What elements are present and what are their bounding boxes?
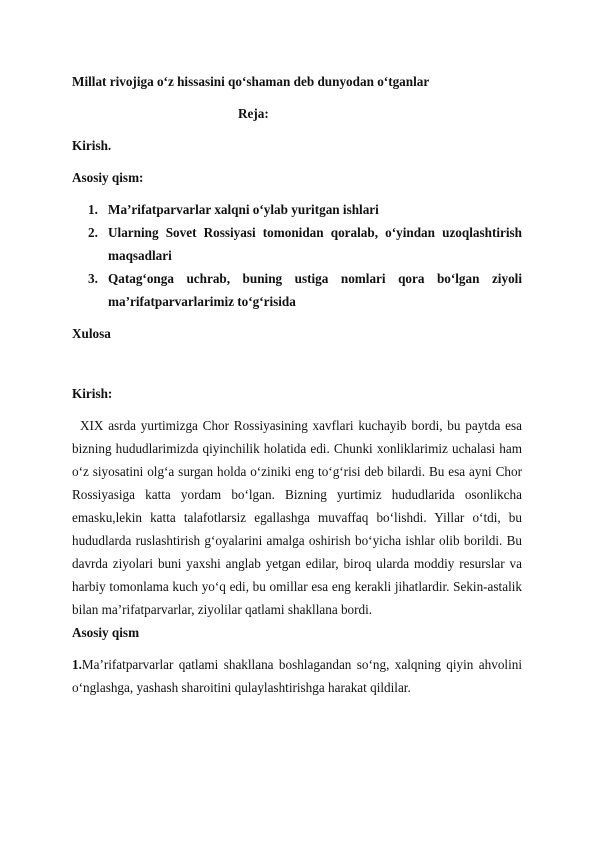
spacer bbox=[72, 354, 522, 382]
plan-heading: Reja: bbox=[238, 106, 269, 121]
document-title: Millat rivojiga o‘z hissasini qo‘shaman deb dunyodan o‘tganlar bbox=[72, 74, 430, 89]
outline-item-number: 1. bbox=[88, 202, 98, 217]
outline-item-text: Ma’rifatparvarlar xalqni o‘ylab yuritgan ishlari bbox=[108, 202, 379, 217]
outline-intro: Kirish. bbox=[72, 138, 112, 153]
outline-item-2 bbox=[72, 221, 522, 267]
outline-item-text: Ularning Sovet Rossiyasi tomonidan qoralab, o‘yindan uzoqlashtirish maqsadlari bbox=[108, 225, 522, 263]
outline-item-number: 2. bbox=[88, 225, 98, 240]
main-heading: Asosiy qism bbox=[72, 625, 140, 640]
outline-item-number: 3. bbox=[88, 271, 98, 286]
main-paragraph-number: 1. bbox=[72, 657, 82, 672]
main-paragraph bbox=[72, 653, 522, 699]
outline-item-1 bbox=[72, 198, 522, 221]
outline-item-text: Qatag‘onga uchrab, buning ustiga nomlari qora bo‘lgan ziyoli ma’rifatparvarlarimiz to‘g‘risida bbox=[108, 271, 522, 309]
outline-item-3 bbox=[72, 267, 522, 313]
main-paragraph-text: Ma’rifatparvarlar qatlami shakllana boshlagandan so‘ng, xalqning qiyin ahvolini o‘nglashga, yashash sharoitini qulaylashtirishga harakat qildilar. bbox=[72, 657, 522, 695]
document-page bbox=[72, 70, 522, 699]
intro-heading: Kirish: bbox=[72, 386, 113, 401]
outline-main: Asosiy qism: bbox=[72, 170, 144, 185]
intro-paragraph: XIX asrda yurtimizga Chor Rossiyasining xavflari kuchayib bordi, bu paytda esa bizning hududlarimizda qiyinchilik holatida edi. Chunki xonliklarimiz uchalasi ham o‘z siyosatini olg‘a surgan holda o‘ziniki eng to‘g‘risi deb bilardi. Bu esa ayni Chor Rossiyasiga katta yordam bo‘lgan. Bizning yurtimiz hududlarida osonlikcha emasku,lekin katta talafotlarsiz egallashga muvaffaq bo‘lishdi. Yillar o‘tdi, bu hududlarda ruslashtirish g‘oyalarini amalga oshirish bo‘yicha ishlar olib borildi. Bu davrda ziyolari buni yaxshi anglab yetgan edilar, biroq ularda moddiy resurslar va harbiy tomonlama kuch yo‘q edi, bu omillar esa eng kerakli jihatlardir. Sekin-astalik bilan ma’rifatparvarlar, ziyolilar qatlami shakllana bordi. bbox=[72, 418, 522, 617]
outline-conclusion: Xulosa bbox=[72, 326, 111, 341]
outline-list bbox=[72, 198, 522, 313]
